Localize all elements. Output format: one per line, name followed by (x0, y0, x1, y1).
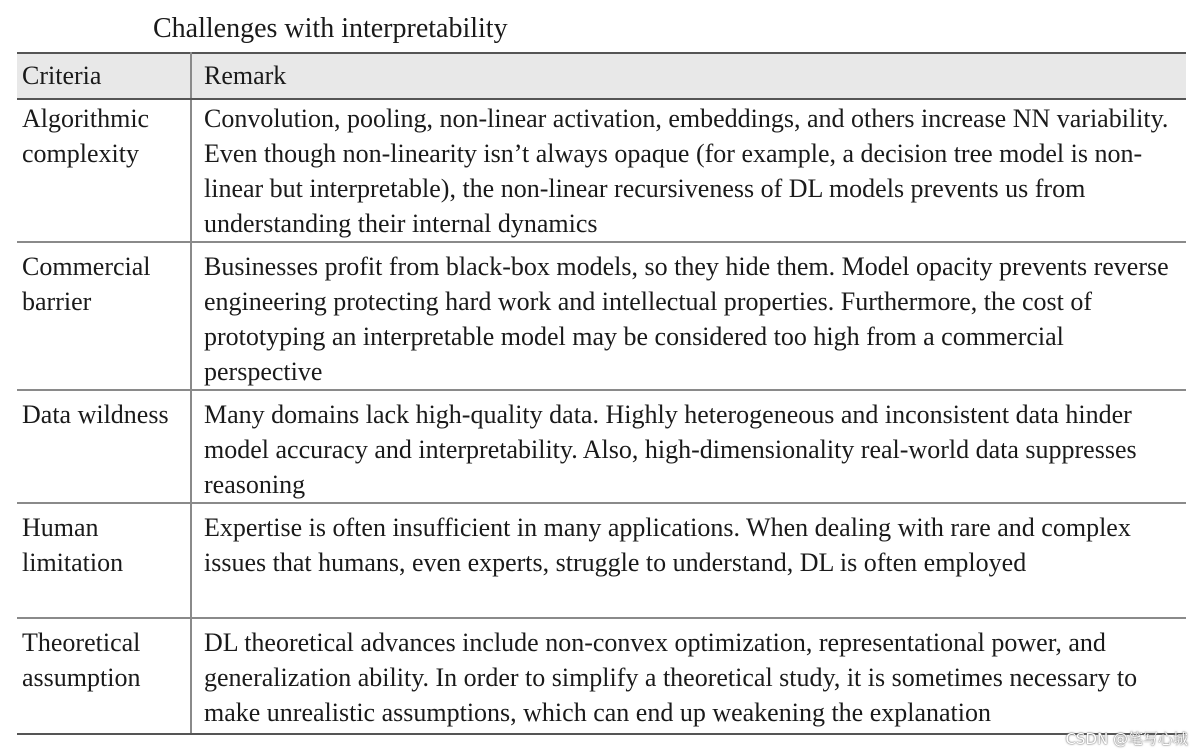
remark-cell: DL theoretical advances include non-convex optimization, representational power, and generalization ability. In order to simplify a theoretical study, it is sometimes necessary to make unrealistic assumptions, which can end up weakening the explanation (191, 618, 1186, 734)
table-row (17, 618, 1186, 734)
remark-cell: Expertise is often insufficient in many applications. When dealing with rare and complex issues that humans, even experts, struggle to understand, DL is often employed (191, 503, 1186, 618)
table-header-row (17, 53, 1186, 99)
csdn-watermark: CSDN @笔写心城 (1065, 730, 1188, 748)
interpretability-challenges-table (17, 52, 1186, 735)
remark-cell: Convolution, pooling, non-linear activation, embeddings, and others increase NN variability. Even though non-linearity isn’t always opaque (for example, a decision tree model is non-linear but interpretable), the non-linear recursiveness of DL models prevents us from understanding their internal dynamics (191, 99, 1186, 242)
remark-cell: Many domains lack high-quality data. Highly heterogeneous and inconsistent data hinder model accuracy and interpretability. Also, high-dimensionality real-world data suppresses reasoning (191, 390, 1186, 503)
column-header-remark: Remark (191, 53, 1186, 99)
table-row (17, 99, 1186, 242)
column-header-criteria: Criteria (17, 53, 191, 99)
criteria-cell: Theoretical assumption (17, 618, 191, 734)
table-row (17, 390, 1186, 503)
table-row (17, 242, 1186, 390)
criteria-cell: Algorithmic complexity (17, 99, 191, 242)
table-row (17, 503, 1186, 618)
remark-cell: Businesses profit from black-box models, so they hide them. Model opacity prevents reverse engineering protecting hard work and intellectual properties. Furthermore, the cost of prototyping an interpretable model may be considered too high from a commercial perspective (191, 242, 1186, 390)
criteria-cell: Human limitation (17, 503, 191, 618)
criteria-cell: Data wildness (17, 390, 191, 503)
criteria-cell: Commercial barrier (17, 242, 191, 390)
table-caption: Challenges with interpretability (153, 13, 508, 44)
